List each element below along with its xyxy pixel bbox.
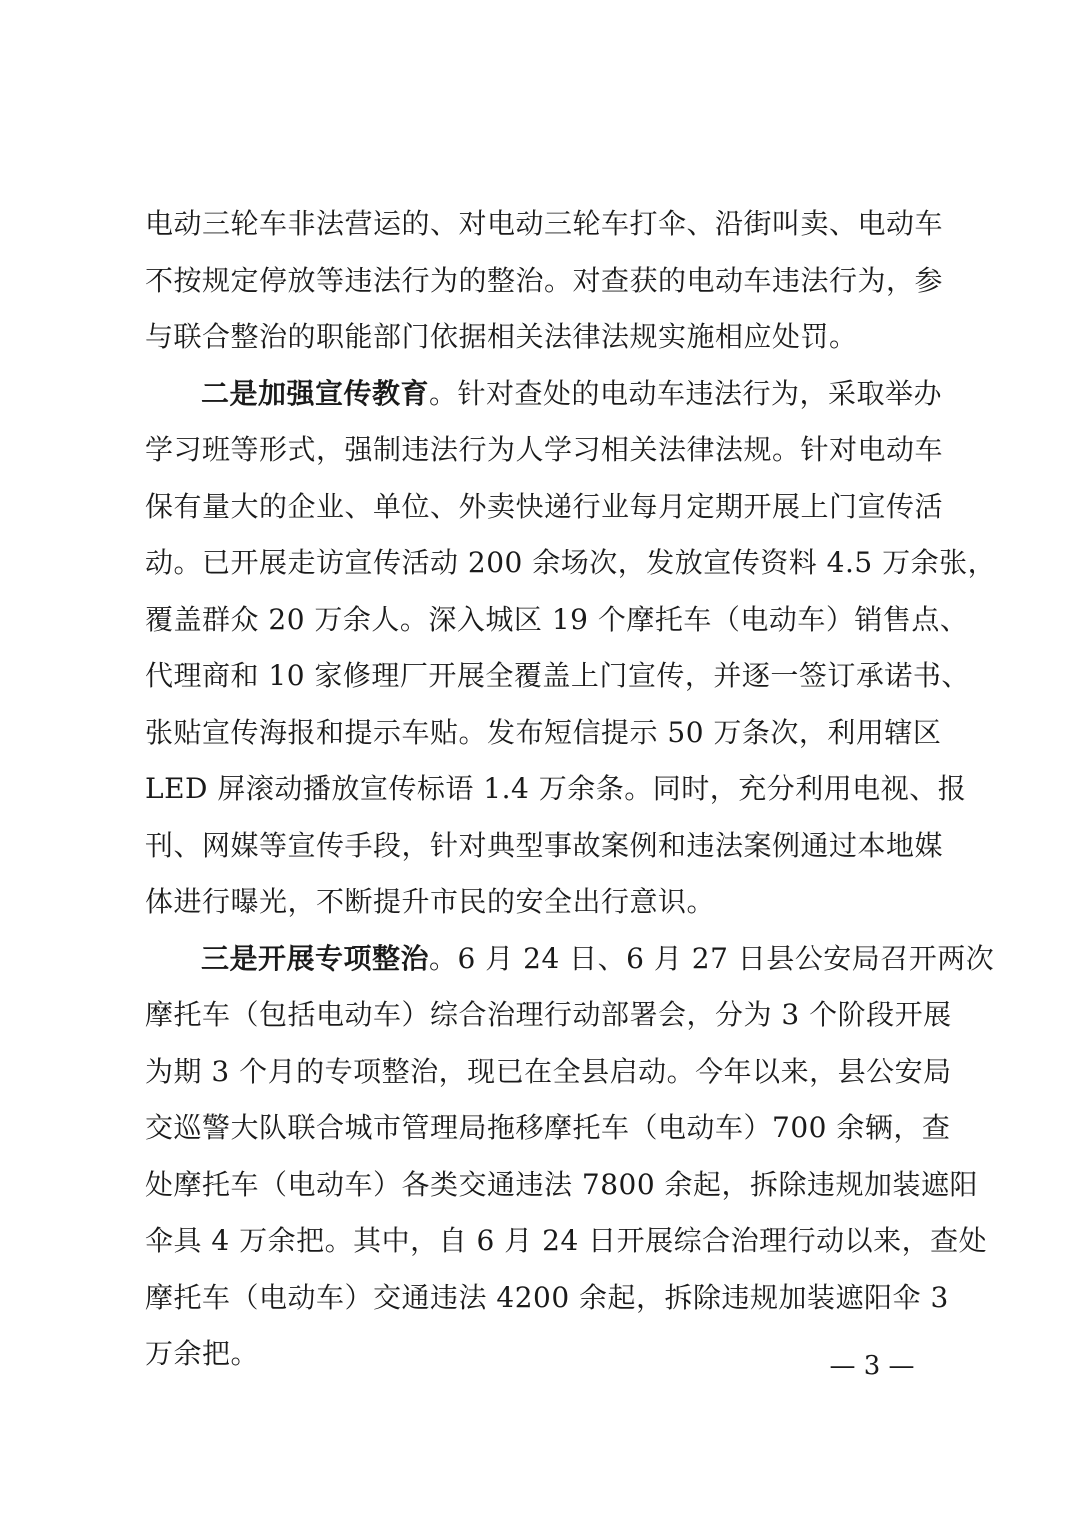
paragraph-line: 体进行曝光，不断提升市民的安全出行意识。 (145, 885, 716, 918)
paragraph-line: 代理商和 10 家修理厂开展全覆盖上门宣传，并逐一签订承诺书、 (145, 659, 970, 692)
paragraph-first-line (145, 931, 995, 988)
paragraph-line: 伞具 4 万余把。其中，自 6 月 24 日开展综合治理行动以来，查处 (145, 1224, 988, 1257)
paragraph-text: 。针对查处的电动车违法行为，采取举办 (429, 376, 943, 410)
paragraph-line: 电动三轮车非法营运的、对电动三轮车打伞、沿街叫卖、电动车 (145, 207, 944, 240)
paragraph-line: 覆盖群众 20 万余人。深入城区 19 个摩托车（电动车）销售点、 (145, 602, 969, 636)
paragraph-line: 摩托车（包括电动车）综合治理行动部署会，分为 3 个阶段开展 (145, 998, 952, 1031)
paragraph-text: 。6 月 24 日、6 月 27 日县公安局召开两次 (429, 941, 995, 975)
paragraph-first-line (145, 366, 943, 423)
section-lead-heading: 三是开展专项整治 (201, 941, 430, 975)
paragraph-line: 不按规定停放等违法行为的整治。对查获的电动车违法行为，参 (145, 263, 944, 297)
paragraph-line: 学习班等形式，强制违法行为人学习相关法律法规。针对电动车 (145, 433, 944, 466)
paragraph-line: 处摩托车（电动车）各类交通违法 7800 余起，拆除违规加装遮阳 (145, 1167, 979, 1201)
body-text (145, 196, 997, 1383)
paragraph-line: 刊、网媒等宣传手段，针对典型事故案例和违法案例通过本地媒 (145, 828, 944, 862)
paragraph-line: 摩托车（电动车）交通违法 4200 余起，拆除违规加装遮阳伞 3 (145, 1280, 949, 1314)
paragraph-line: 保有量大的企业、单位、外卖快递行业每月定期开展上门宣传活 (145, 489, 944, 523)
paragraph-line: 万余把。 (145, 1337, 260, 1370)
section-lead-heading: 二是加强宣传教育 (201, 376, 430, 410)
paragraph-line: 交巡警大队联合城市管理局拖移摩托车（电动车）700 余辆，查 (145, 1111, 951, 1144)
paragraph-line: LED 屏滚动播放宣传标语 1.4 万余条。同时，充分利用电视、报 (145, 772, 967, 805)
page-number: — 3 — (829, 1351, 915, 1381)
paragraph-line: 动。已开展走访宣传活动 200 余场次，发放宣传资料 4.5 万余张， (145, 546, 997, 579)
paragraph-line: 为期 3 个月的专项整治，现已在全县启动。今年以来，县公安局 (145, 1054, 952, 1088)
paragraph-line: 与联合整治的职能部门依据相关法律法规实施相应处罚。 (145, 320, 858, 353)
paragraph-line: 张贴宣传海报和提示车贴。发布短信提示 50 万条次，利用辖区 (145, 715, 942, 749)
